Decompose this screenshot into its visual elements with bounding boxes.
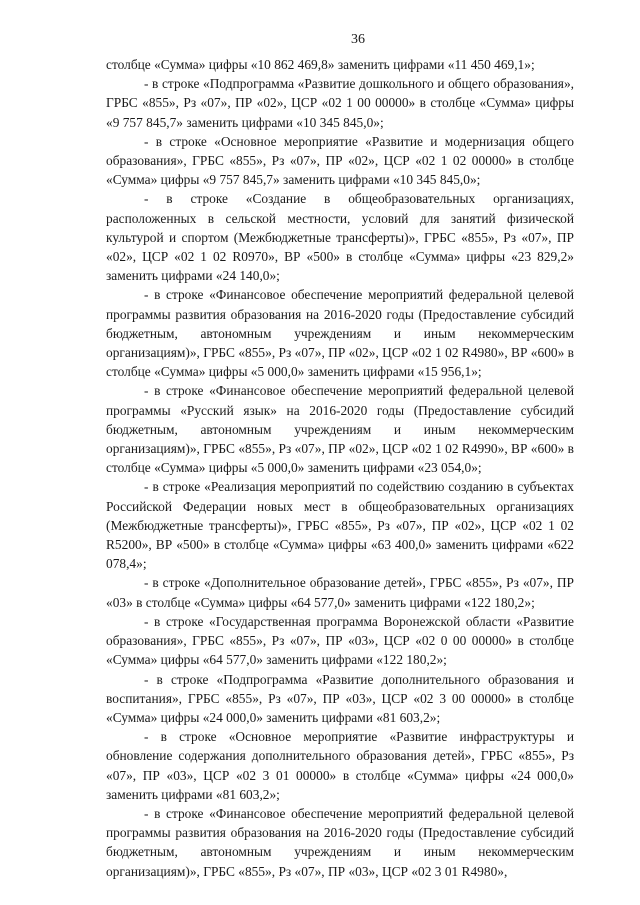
paragraph-item: - в строке «Государственная программа Воронежской области «Развитие образования», ГРБС «855», Рз «07», ПР «03», ЦСР «02 0 00 00000» в столбце «Сумма» цифры «64 577,0» заменить цифрами «122 180,2»; [106, 613, 574, 668]
paragraph-item: - в строке «Создание в общеобразовательных организациях, расположенных в сельской местности, условий для занятий физической культурой и спортом (Межбюджетные трансферты)», ГРБС «855», Рз «07», ПР «02», ЦСР «02 1 02 R0970», ВР «500» в столбце «Сумма» цифры «23 829,2» заменить цифрами «24 140,0»; [106, 191, 574, 284]
paragraph-item: - в строке «Подпрограмма «Развитие дошкольного и общего образования», ГРБС «855», Рз «07», ПР «02», ЦСР «02 1 00 00000» в столбце «Сумма» цифры «9 757 845,7» заменить цифрами «10 345 845,0»; [106, 76, 574, 130]
paragraph-item: - в строке «Реализация мероприятий по содействию созданию в субъектах Российской Федерации новых мест в общеобразовательных организациях (Межбюджетные трансферты)», ГРБС «855», Рз «07», ПР «02», ЦСР «02 1 02 R5200», ВР «500» в столбце «Сумма» цифры «63 400,0» заменить цифрами «622 078,4»; [106, 479, 574, 572]
paragraph-item: - в строке «Основное мероприятие «Развитие инфраструктуры и обновление содержания дополнительного образования детей», ГРБС «855», Рз «07», ПР «03», ЦСР «02 3 01 00000» в столбце «Сумма» цифры «24 000,0» заменить цифрами «81 603,2»; [106, 729, 574, 802]
paragraph-item: - в строке «Основное мероприятие «Развитие и модернизация общего образования», ГРБС «855», Рз «07», ПР «02», ЦСР «02 1 02 00000» в столбце «Сумма» цифры «9 757 845,7» заменить цифрами «10 345 845,0»; [106, 133, 574, 188]
page-number: 36 [351, 32, 365, 47]
paragraph-item: - в строке «Подпрограмма «Развитие дополнительного образования и воспитания», ГРБС «855», Рз «07», ПР «03», ЦСР «02 3 00 00000» в столбце «Сумма» цифры «24 000,0» заменить цифрами «81 603,2»; [106, 671, 574, 725]
paragraph-item: - в строке «Финансовое обеспечение мероприятий федеральной целевой программы развития образования на 2016-2020 годы (Предоставление субсидий бюджетным, автономным учреждениям и иным некоммерческим организациям)», ГРБС «855», Рз «07», ПР «02», ЦСР «02 1 02 R4980», ВР «600» в столбце «Сумма» цифры «5 000,0» заменить цифрами «15 956,1»; [106, 287, 574, 380]
paragraph-item: - в строке «Дополнительное образование детей», ГРБС «855», Рз «07», ПР «03» в столбце «Сумма» цифры «64 577,0» заменить цифрами «122 180,2»; [106, 575, 574, 610]
paragraph-continuation: столбце «Сумма» цифры «10 862 469,8» заменить цифрами «11 450 469,1»; [106, 57, 535, 72]
paragraph-item: - в строке «Финансовое обеспечение мероприятий федеральной целевой программы развития образования на 2016-2020 годы (Предоставление субсидий бюджетным, автономным учреждениям и иным некоммерческим организациям)», ГРБС «855», Рз «07», ПР «03», ЦСР «02 3 01 R4980», [106, 805, 574, 879]
paragraph-item: - в строке «Финансовое обеспечение мероприятий федеральной целевой программы «Русский язык» на 2016-2020 годы (Предоставление субсидий бюджетным, автономным учреждениям и иным некоммерческим организациям)», ГРБС «855», Рз «07», ПР «02», ЦСР «02 1 02 R4990», ВР «600» в столбце «Сумма» цифры «5 000,0» заменить цифрами «23 054,0»; [106, 383, 574, 476]
